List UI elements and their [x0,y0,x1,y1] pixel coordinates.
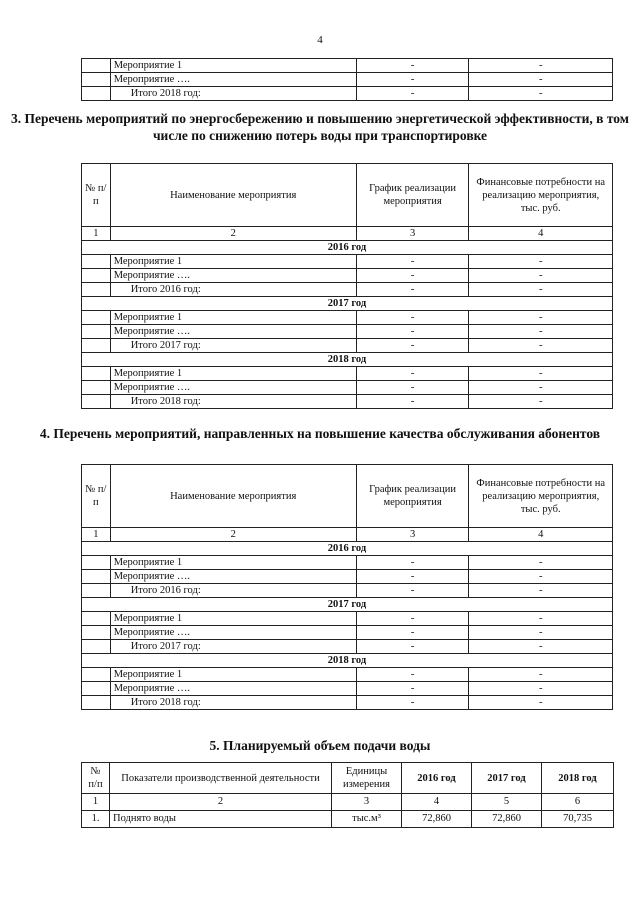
indicator-name-cell: Поднято воды [110,811,332,828]
row-number-cell [82,570,111,584]
header-finance: Финансовые потребности на реализацию мероприятия, тыс. руб. [469,465,613,528]
header-col-6: 2018 год [542,763,614,794]
table-row [82,395,613,409]
table-row [82,682,613,696]
measure-name-cell: Мероприятие …. [110,325,356,339]
table-row [82,570,613,584]
schedule-cell: - [356,283,469,297]
unit-cell: тыс.м³ [332,811,402,828]
row-number-cell [82,367,111,381]
finance-cell: - [469,626,613,640]
header-number: № п/п [82,465,111,528]
section-4-table [81,464,613,710]
schedule-cell: - [356,556,469,570]
value-2017-cell: 72,860 [472,811,542,828]
year-heading: 2016 год [82,542,613,556]
finance-cell: - [469,59,613,73]
header-row [82,164,613,227]
row-number-cell: 1. [82,811,110,828]
table-row [82,626,613,640]
header-row [82,763,614,794]
table-row [82,381,613,395]
column-number-1: 1 [82,528,111,542]
row-number-cell [82,381,111,395]
row-number-cell [82,556,111,570]
table-row [82,59,613,73]
measure-name-cell: Мероприятие …. [110,269,356,283]
row-number-cell [82,87,111,101]
schedule-cell: - [356,269,469,283]
table-row [82,640,613,654]
measure-name-cell: Мероприятие 1 [110,556,356,570]
schedule-cell: - [356,339,469,353]
value-2016-cell: 72,860 [402,811,472,828]
year-row [82,598,613,612]
finance-cell: - [469,255,613,269]
measure-name-cell: Мероприятие 1 [110,311,356,325]
header-row [82,465,613,528]
row-number-cell [82,325,111,339]
table-row [82,584,613,598]
row-number-cell [82,395,111,409]
page-number: 4 [317,34,323,46]
measure-name-cell: Мероприятие 1 [110,668,356,682]
finance-cell: - [469,696,613,710]
year-row [82,542,613,556]
measure-name-cell: Мероприятие …. [110,73,356,87]
column-number-4: 4 [469,227,613,241]
row-number-cell [82,339,111,353]
column-number-3: 3 [332,794,402,811]
schedule-cell: - [356,325,469,339]
schedule-cell: - [356,696,469,710]
row-number-cell [82,626,111,640]
row-number-cell [82,283,111,297]
water-volume-table [81,762,614,828]
table-row [82,311,613,325]
table-row [82,255,613,269]
table-row [82,339,613,353]
measure-name-cell: Мероприятие …. [110,570,356,584]
row-number-cell [82,668,111,682]
column-number-row [82,794,614,811]
year-heading: 2017 год [82,598,613,612]
finance-cell: - [469,269,613,283]
schedule-cell: - [356,255,469,269]
finance-cell: - [469,73,613,87]
measure-name-cell: Мероприятие …. [110,626,356,640]
total-label-cell: Итого 2016 год: [110,584,356,598]
table-row [82,367,613,381]
column-number-4: 4 [469,528,613,542]
measure-name-cell: Мероприятие 1 [110,255,356,269]
finance-cell: - [469,668,613,682]
finance-cell: - [469,584,613,598]
header-schedule: График реализации мероприятия [356,164,469,227]
table-row [82,612,613,626]
column-number-row [82,227,613,241]
schedule-cell: - [356,381,469,395]
schedule-cell: - [356,640,469,654]
row-number-cell [82,612,111,626]
table-row [82,73,613,87]
year-heading: 2017 год [82,297,613,311]
finance-cell: - [469,367,613,381]
section-5-title: 5. Планируемый объем подачи воды [209,738,431,753]
schedule-cell: - [356,367,469,381]
schedule-cell: - [356,87,469,101]
row-number-cell [82,59,111,73]
section-3-table [81,163,613,409]
table-row [82,283,613,297]
total-label-cell: Итого 2018 год: [110,696,356,710]
header-col-2: Показатели производственной деятельности [110,763,332,794]
finance-cell: - [469,556,613,570]
header-name: Наименование мероприятия [110,465,356,528]
header-finance: Финансовые потребности на реализацию мероприятия, тыс. руб. [469,164,613,227]
finance-cell: - [469,682,613,696]
year-row [82,353,613,367]
finance-cell: - [469,325,613,339]
section-3-title: 3. Перечень мероприятий по энергосбережению и повышению энергетической эффективности, в том числе по снижению потерь воды при транспортировке [10,111,629,143]
finance-cell: - [469,283,613,297]
total-label-cell: Итого 2018 год: [110,87,356,101]
schedule-cell: - [356,395,469,409]
column-number-row [82,528,613,542]
header-col-1: № п/п [82,763,110,794]
finance-cell: - [469,570,613,584]
measure-name-cell: Мероприятие 1 [110,612,356,626]
column-number-2: 2 [110,794,332,811]
year-row [82,654,613,668]
section-4-title: 4. Перечень мероприятий, направленных на повышение качества обслуживания абонентов [39,426,601,441]
table-row [82,556,613,570]
row-number-cell [82,696,111,710]
total-label-cell: Итого 2018 год: [110,395,356,409]
table-row [82,696,613,710]
finance-cell: - [469,311,613,325]
table-row [82,325,613,339]
year-heading: 2018 год [82,654,613,668]
row-number-cell [82,269,111,283]
header-col-4: 2016 год [402,763,472,794]
year-heading: 2018 год [82,353,613,367]
schedule-cell: - [356,311,469,325]
total-label-cell: Итого 2017 год: [110,640,356,654]
column-number-3: 3 [356,528,469,542]
year-row [82,241,613,255]
row-number-cell [82,311,111,325]
column-number-2: 2 [110,227,356,241]
schedule-cell: - [356,682,469,696]
schedule-cell: - [356,668,469,682]
schedule-cell: - [356,626,469,640]
value-2018-cell: 70,735 [542,811,614,828]
column-number-5: 5 [472,794,542,811]
row-number-cell [82,682,111,696]
finance-cell: - [469,640,613,654]
total-label-cell: Итого 2017 год: [110,339,356,353]
header-number: № п/п [82,164,111,227]
schedule-cell: - [356,612,469,626]
table-row [82,269,613,283]
measure-name-cell: Мероприятие 1 [110,59,356,73]
column-number-3: 3 [356,227,469,241]
finance-cell: - [469,339,613,353]
year-heading: 2016 год [82,241,613,255]
column-number-6: 6 [542,794,614,811]
column-number-4: 4 [402,794,472,811]
total-label-cell: Итого 2016 год: [110,283,356,297]
schedule-cell: - [356,584,469,598]
schedule-cell: - [356,73,469,87]
measure-name-cell: Мероприятие …. [110,682,356,696]
schedule-cell: - [356,59,469,73]
row-number-cell [82,73,111,87]
header-name: Наименование мероприятия [110,164,356,227]
row-number-cell [82,255,111,269]
header-schedule: График реализации мероприятия [356,465,469,528]
finance-cell: - [469,87,613,101]
column-number-1: 1 [82,794,110,811]
table-row [82,668,613,682]
row-number-cell [82,584,111,598]
schedule-cell: - [356,570,469,584]
table-row [82,87,613,101]
row-number-cell [82,640,111,654]
continuation-table [81,58,613,101]
finance-cell: - [469,395,613,409]
header-col-5: 2017 год [472,763,542,794]
finance-cell: - [469,381,613,395]
measure-name-cell: Мероприятие 1 [110,367,356,381]
finance-cell: - [469,612,613,626]
header-col-3: Единицы измерения [332,763,402,794]
measure-name-cell: Мероприятие …. [110,381,356,395]
table-row [82,811,614,828]
column-number-1: 1 [82,227,111,241]
year-row [82,297,613,311]
column-number-2: 2 [110,528,356,542]
